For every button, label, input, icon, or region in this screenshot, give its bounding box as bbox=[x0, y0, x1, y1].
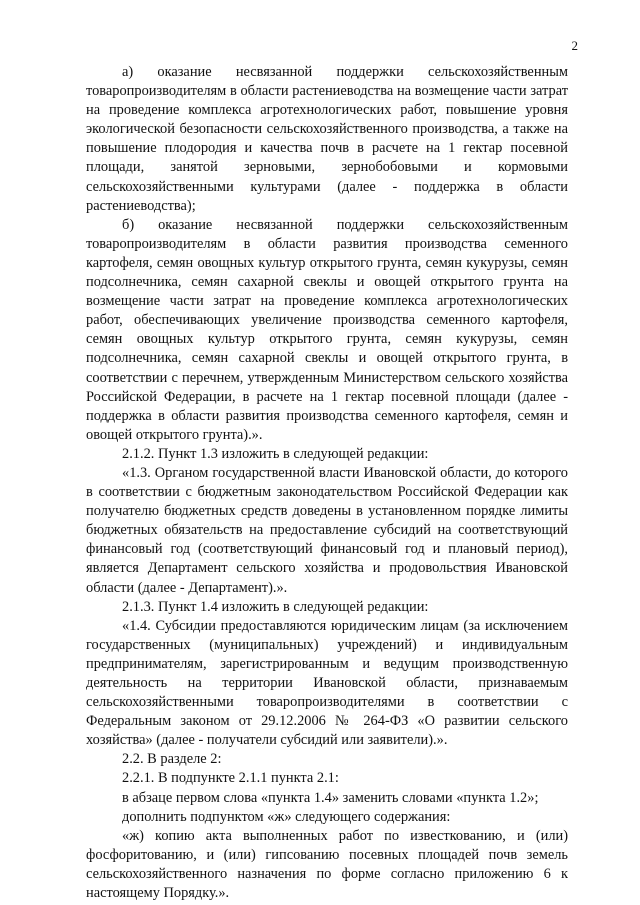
paragraph-1-3-text: «1.3. Органом государственной власти Ивановской области, до которого в соответствии с бюджетным законодательством Российской Федерации как получателю бюджетных средств доведены в установленном порядке лимиты бюджетных обязательств на предоставление субсидий на соответствующий финансовый год (соответствующий финансовый год и плановый период), является Департамент сельского хозяйства и продовольствия Ивановской области (далее - Департамент).». bbox=[86, 464, 568, 596]
page-number: 2 bbox=[571, 38, 578, 53]
paragraph-add-subitem: дополнить подпунктом «ж» следующего содержания: bbox=[122, 808, 451, 825]
paragraph-2-1-3-heading: 2.1.3. Пункт 1.4 изложить в следующей редакции: bbox=[122, 598, 429, 615]
paragraph-replace-words: в абзаце первом слова «пункта 1.4» заменить словами «пункта 1.2»; bbox=[122, 789, 539, 806]
paragraph-item-a: а) оказание несвязанной поддержки сельскохозяйственным товаропроизводителям в области растениеводства на возмещение части затрат на проведение комплекса агротехнологических работ, повышение уровня экологической безопасности сельскохозяйственного производства, а также на повышение плодородия и качества почв в расчете на 1 гектар посевной площади, занятой зерновыми, зернобобовыми и кормовыми сельскохозяйственными культурами (далее - поддержка в области растениеводства); bbox=[86, 64, 568, 214]
paragraph-2-1-2-heading: 2.1.2. Пункт 1.3 изложить в следующей редакции: bbox=[122, 445, 429, 462]
paragraph-2-2-1-heading: 2.2.1. В подпункте 2.1.1 пункта 2.1: bbox=[122, 770, 339, 787]
paragraph-section-2-heading: 2.2. В разделе 2: bbox=[122, 751, 222, 768]
document-body bbox=[86, 63, 568, 903]
paragraph-item-zh: «ж) копию акта выполненных работ по известкованию, и (или) фосфоритованию, и (или) гипсованию посевных площадей почв земель сельскохозяйственного назначения по форме согласно приложению 6 к настоящему Порядку.». bbox=[86, 827, 568, 902]
paragraph-item-b: б) оказание несвязанной поддержки сельскохозяйственным товаропроизводителям в области развития производства семенного картофеля, семян овощных культур открытого грунта, семян кукурузы, семян подсолнечника, семян сахарной свеклы и овощей открытого грунта на возмещение части затрат на проведение комплекса агротехнологических работ, обеспечивающих увеличение производства семенного картофеля, семян овощных культур открытого грунта, семян кукурузы, семян подсолнечника, семян сахарной свеклы и овощей открытого грунта, в соответствии с перечнем, утвержденным Министерством сельского хозяйства Российской Федерации, в расчете на 1 гектар посевной площади (далее - поддержка в области развития производства семенного картофеля, семян и овощей открытого грунта).». bbox=[86, 216, 568, 443]
paragraph-1-4-text: «1.4. Субсидии предоставляются юридическим лицам (за исключением государственных (муниципальных) учреждений) и индивидуальным предпринимателям, зарегистрированным и ведущим производственную деятельность на территории Ивановской области, признаваемым сельскохозяйственными товаропроизводителями в соответствии с Федеральным законом от 29.12.2006 № 264-ФЗ «О развитии сельского хозяйства» (далее - получатели субсидий или заявители).». bbox=[86, 617, 568, 749]
